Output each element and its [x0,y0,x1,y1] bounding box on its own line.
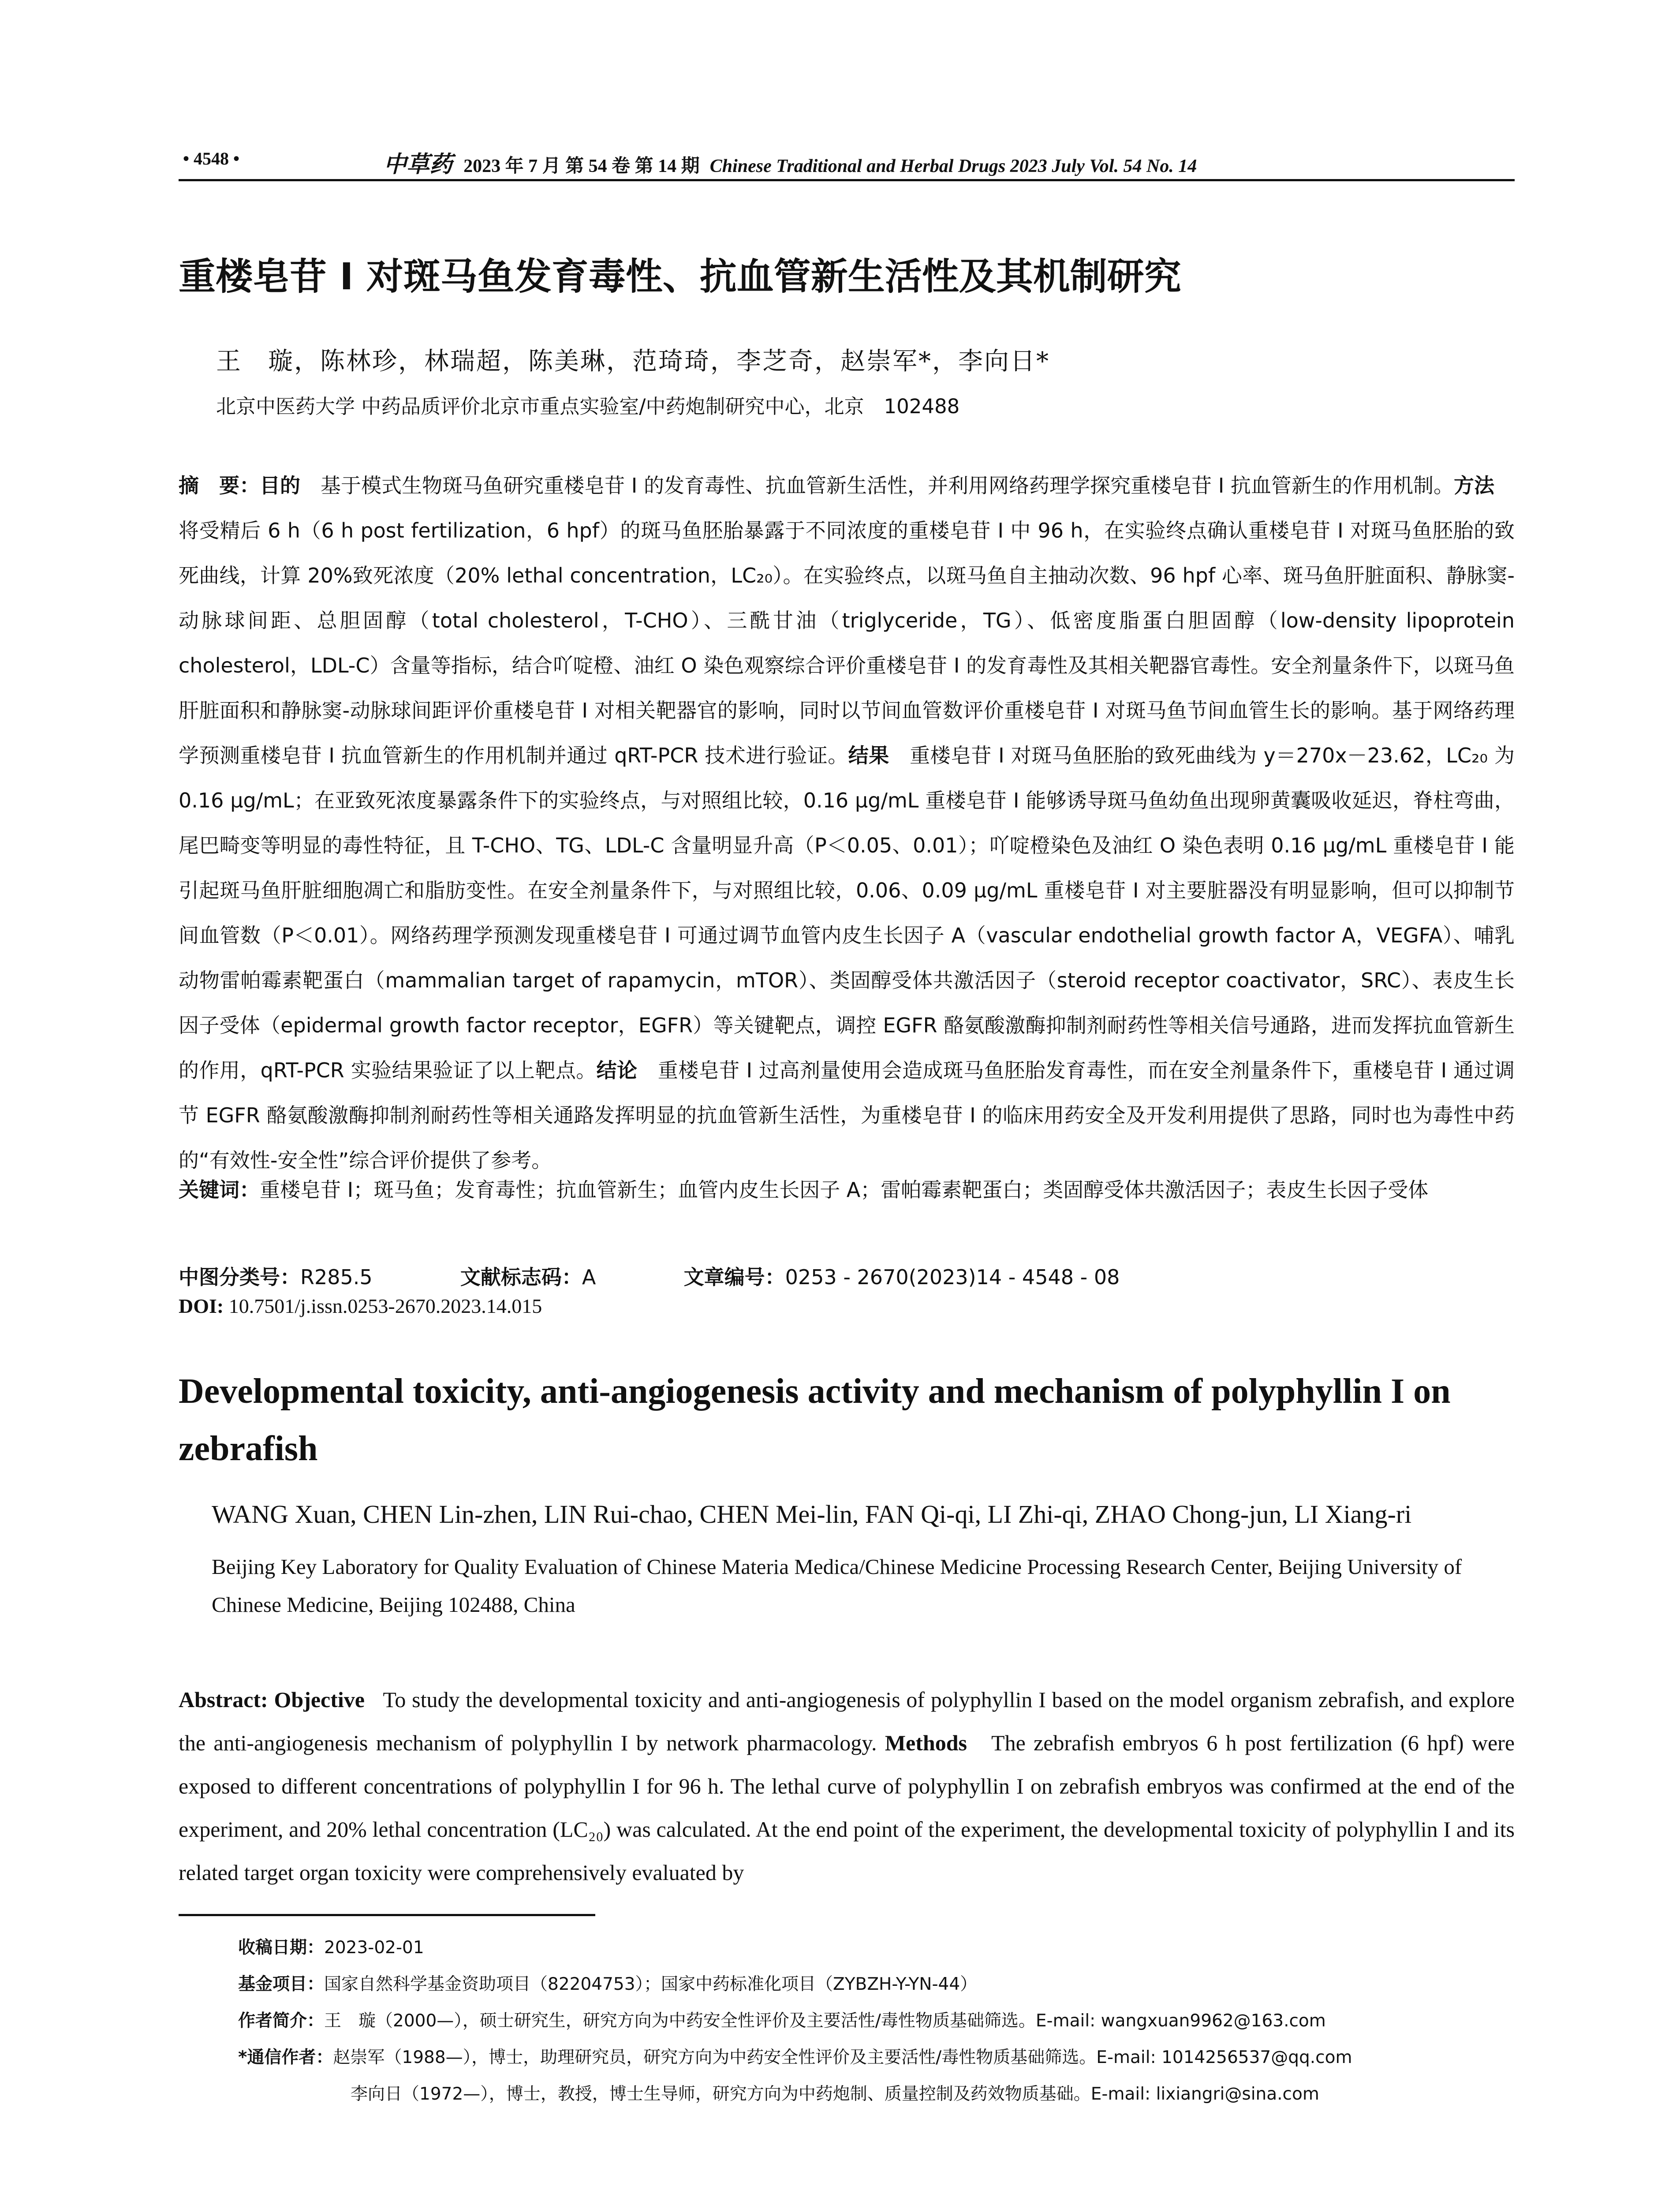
methods-text: 将受精后 6 h（6 h post fertilization，6 hpf）的斑马鱼胚胎暴露于不同浓度的重楼皂苷 I 中 96 h，在实验终点确认重楼皂苷 I 对斑马鱼胚胎的致死曲线，计算 20%致死浓度（20% lethal concentration，LC₂₀）。在实验终点，以斑马鱼自主抽动次数、96 hpf 心率、斑马鱼肝脏面积、静脉窦-动脉球间距、总胆固醇（total cholesterol，T-CHO）、三酰甘油（triglyceride，TG）、低密度脂蛋白胆固醇（low-density lipoprotein cholesterol，LDL-C）含量等指标，结合吖啶橙、油红 O 染色观察综合评价重楼皂苷 I 的发育毒性及其相关靶器官毒性。安全剂量条件下，以斑马鱼肝脏面积和静脉窦-动脉球间距评价重楼皂苷 I 对相关靶器官的影响，同时以节间血管数评价重楼皂苷 I 对斑马鱼节间血管生长的影响。基于网络药理学预测重楼皂苷 I 抗血管新生的作用机制并通过 qRT-PCR 技术进行验证。 [179,474,1515,767]
abstract-cn [179,463,1515,1183]
objective-text: 基于模式生物斑马鱼研究重楼皂苷 I 的发育毒性、抗血管新生活性，并利用网络药理学探究重楼皂苷 I 抗血管新生的作用机制。 [300,474,1454,497]
results-label: 结果 [848,744,889,767]
abstract-cn-label: 摘 要： [179,474,260,497]
abstract-en-label: Abstract: [179,1687,268,1712]
keywords [179,1173,1515,1207]
footnote-corresponding-2: 李向日（1972—），博士，教授，博士生导师，研究方向为中药炮制、质量控制及药效物质基础。E-mail: lixiangri@sina.com [351,2084,1319,2104]
footnote-corresponding [238,2044,1352,2068]
conclusion-text: 重楼皂苷 I 过高剂量使用会造成斑马鱼胚胎发育毒性，而在安全剂量条件下，重楼皂苷 I 通过调节 EGFR 酪氨酸激酶抑制剂耐药性等相关通路发挥明显的抗血管新生活性，为重楼皂苷 I 的临床用药安全及开发利用提供了思路，同时也为毒性中药的“有效性-安全性”综合评价提供了参考。 [179,1058,1515,1172]
clc-label: 中图分类号： [179,1265,300,1289]
issue-en: Chinese Traditional and Herbal Drugs 2023 July Vol. 54 No. 14 [709,156,1197,176]
doi-label: DOI: [179,1295,224,1317]
article-no-label: 文章编号： [683,1265,785,1289]
objective-en-text: To study the developmental toxicity and anti-angiogenesis of polyphyllin I based on the model organism zebrafish, and explore the anti-angiogenesis mechanism of polyphyllin I by network pharmacology. [179,1687,1515,1755]
doc-code-label: 文献标志码： [460,1265,582,1289]
keywords-text: 重楼皂苷 I；斑马鱼；发育毒性；抗血管新生；血管内皮生长因子 A；雷帕霉素靶蛋白；类固醇受体共激活因子；表皮生长因子受体 [260,1178,1429,1202]
footnote-author [238,2007,1326,2032]
received-label: 收稿日期： [238,1938,325,1958]
methods-en-text: The zebrafish embryos 6 h post fertilization (6 hpf) were exposed to different concentrations of polyphyllin I for 96 h. The lethal curve of polyphyllin I on zebrafish embryos was confirmed at the end of the experiment, and 20% lethal concentration (LC₂₀) was calculated. At the end point of the experiment, the developmental toxicity of polyphyllin I and its related target organ toxicity were comprehensively evaluated by [179,1730,1515,1885]
doi-link[interactable]: 10.7501/j.issn.0253-2670.2023.14.015 [228,1295,542,1317]
fund-label: 基金项目： [238,1974,325,1994]
footnote-received [238,1934,424,1958]
issue-cn: 2023 年 7 月 第 54 卷 第 14 期 [463,156,700,176]
doi [179,1294,542,1318]
affiliation-en: Beijing Key Laboratory for Quality Evaluation of Chinese Materia Medica/Chinese Medicine Processing Research Center, Beijing University of Chinese Medicine, Beijing 102488, China [212,1555,1462,1617]
footnote-fund [238,1970,977,1995]
corr-value-1: 赵崇军（1988—），博士，助理研究员，研究方向为中药安全性评价及主要活性/毒性物质基础筛选。E-mail: 1014256537@qq.com [333,2048,1352,2067]
clc-value: R285.5 [300,1265,373,1289]
article-no-value: 0253 - 2670(2023)14 - 4548 - 08 [785,1265,1120,1289]
page-number: • 4548 • [183,149,240,168]
fund-value: 国家自然科学基金资助项目（82204753）；国家中药标准化项目（ZYBZH-Y-YN-44） [324,1974,978,1994]
results-text: 重楼皂苷 I 对斑马鱼胚胎的致死曲线为 y＝270x－23.62，LC₂₀ 为 0.16 μg/mL；在亚致死浓度暴露条件下的实验终点，与对照组比较，0.16 μg/mL 重楼皂苷 I 能够诱导斑马鱼幼鱼出现卵黄囊吸收延迟，脊柱弯曲，尾巴畸变等明显的毒性特征，且 T-CHO、TG、LDL-C 含量明显升高（P＜0.05、0.01）；吖啶橙染色及油红 O 染色表明 0.16 μg/mL 重楼皂苷 I 能引起斑马鱼肝脏细胞凋亡和脂肪变性。在安全剂量条件下，与对照组比较，0.06、0.09 μg/mL 重楼皂苷 I 对主要脏器没有明显影响，但可以抑制节间血管数（P＜0.01）。网络药理学预测发现重楼皂苷 I 可通过调节血管内皮生长因子 A（vascular endothelial growth factor A，VEGFA）、哺乳动物雷帕霉素靶蛋白（mammalian target of rapamycin，mTOR）、类固醇受体共激活因子（steroid receptor coactivator，SRC）、表皮生长因子受体（epidermal growth factor receptor，EGFR）等关键靶点，调控 EGFR 酪氨酸激酶抑制剂耐药性等相关信号通路，进而发挥抗血管新生的作用，qRT-PCR 实验结果验证了以上靶点。 [179,744,1515,1082]
methods-label: 方法 [1454,474,1495,497]
running-header [179,146,1515,181]
doc-code-value: A [582,1265,596,1289]
author-label: 作者简介： [238,2011,325,2031]
title-cn: 重楼皂苷 I 对斑马鱼发育毒性、抗血管新生活性及其机制研究 [179,255,1181,298]
affiliation-cn: 北京中医药大学 中药品质评价北京市重点实验室/中药炮制研究中心，北京 102488 [216,395,960,418]
title-en: Developmental toxicity, anti-angiogenesis activity and mechanism of polyphyllin I on zebrafish [179,1372,1451,1468]
abstract-en [179,1678,1515,1894]
objective-label: 目的 [260,474,301,497]
methods-en-label: Methods [885,1730,967,1755]
conclusion-label: 结论 [596,1058,638,1082]
footnote-divider [179,1914,595,1916]
classification-row [179,1261,1120,1290]
received-value: 2023-02-01 [324,1938,424,1958]
authors-cn: 王 璇，陈林珍，林瑞超，陈美琳，范琦琦，李芝奇，赵崇军*，李向日* [216,347,1050,376]
header-text [384,146,1197,179]
corr-label: *通信作者： [238,2048,333,2067]
author-value: 王 璇（2000—），硕士研究生，研究方向为中药安全性评价及主要活性/毒性物质基础筛选。E-mail: wangxuan9962@163.com [324,2011,1326,2031]
journal-logo: 中草药 [384,151,453,178]
objective-en-label: Objective [274,1687,365,1712]
authors-en: WANG Xuan, CHEN Lin-zhen, LIN Rui-chao, CHEN Mei-lin, FAN Qi-qi, LI Zhi-qi, ZHAO Chong-jun, LI Xiang-ri [212,1500,1412,1529]
keywords-label: 关键词： [179,1178,260,1202]
